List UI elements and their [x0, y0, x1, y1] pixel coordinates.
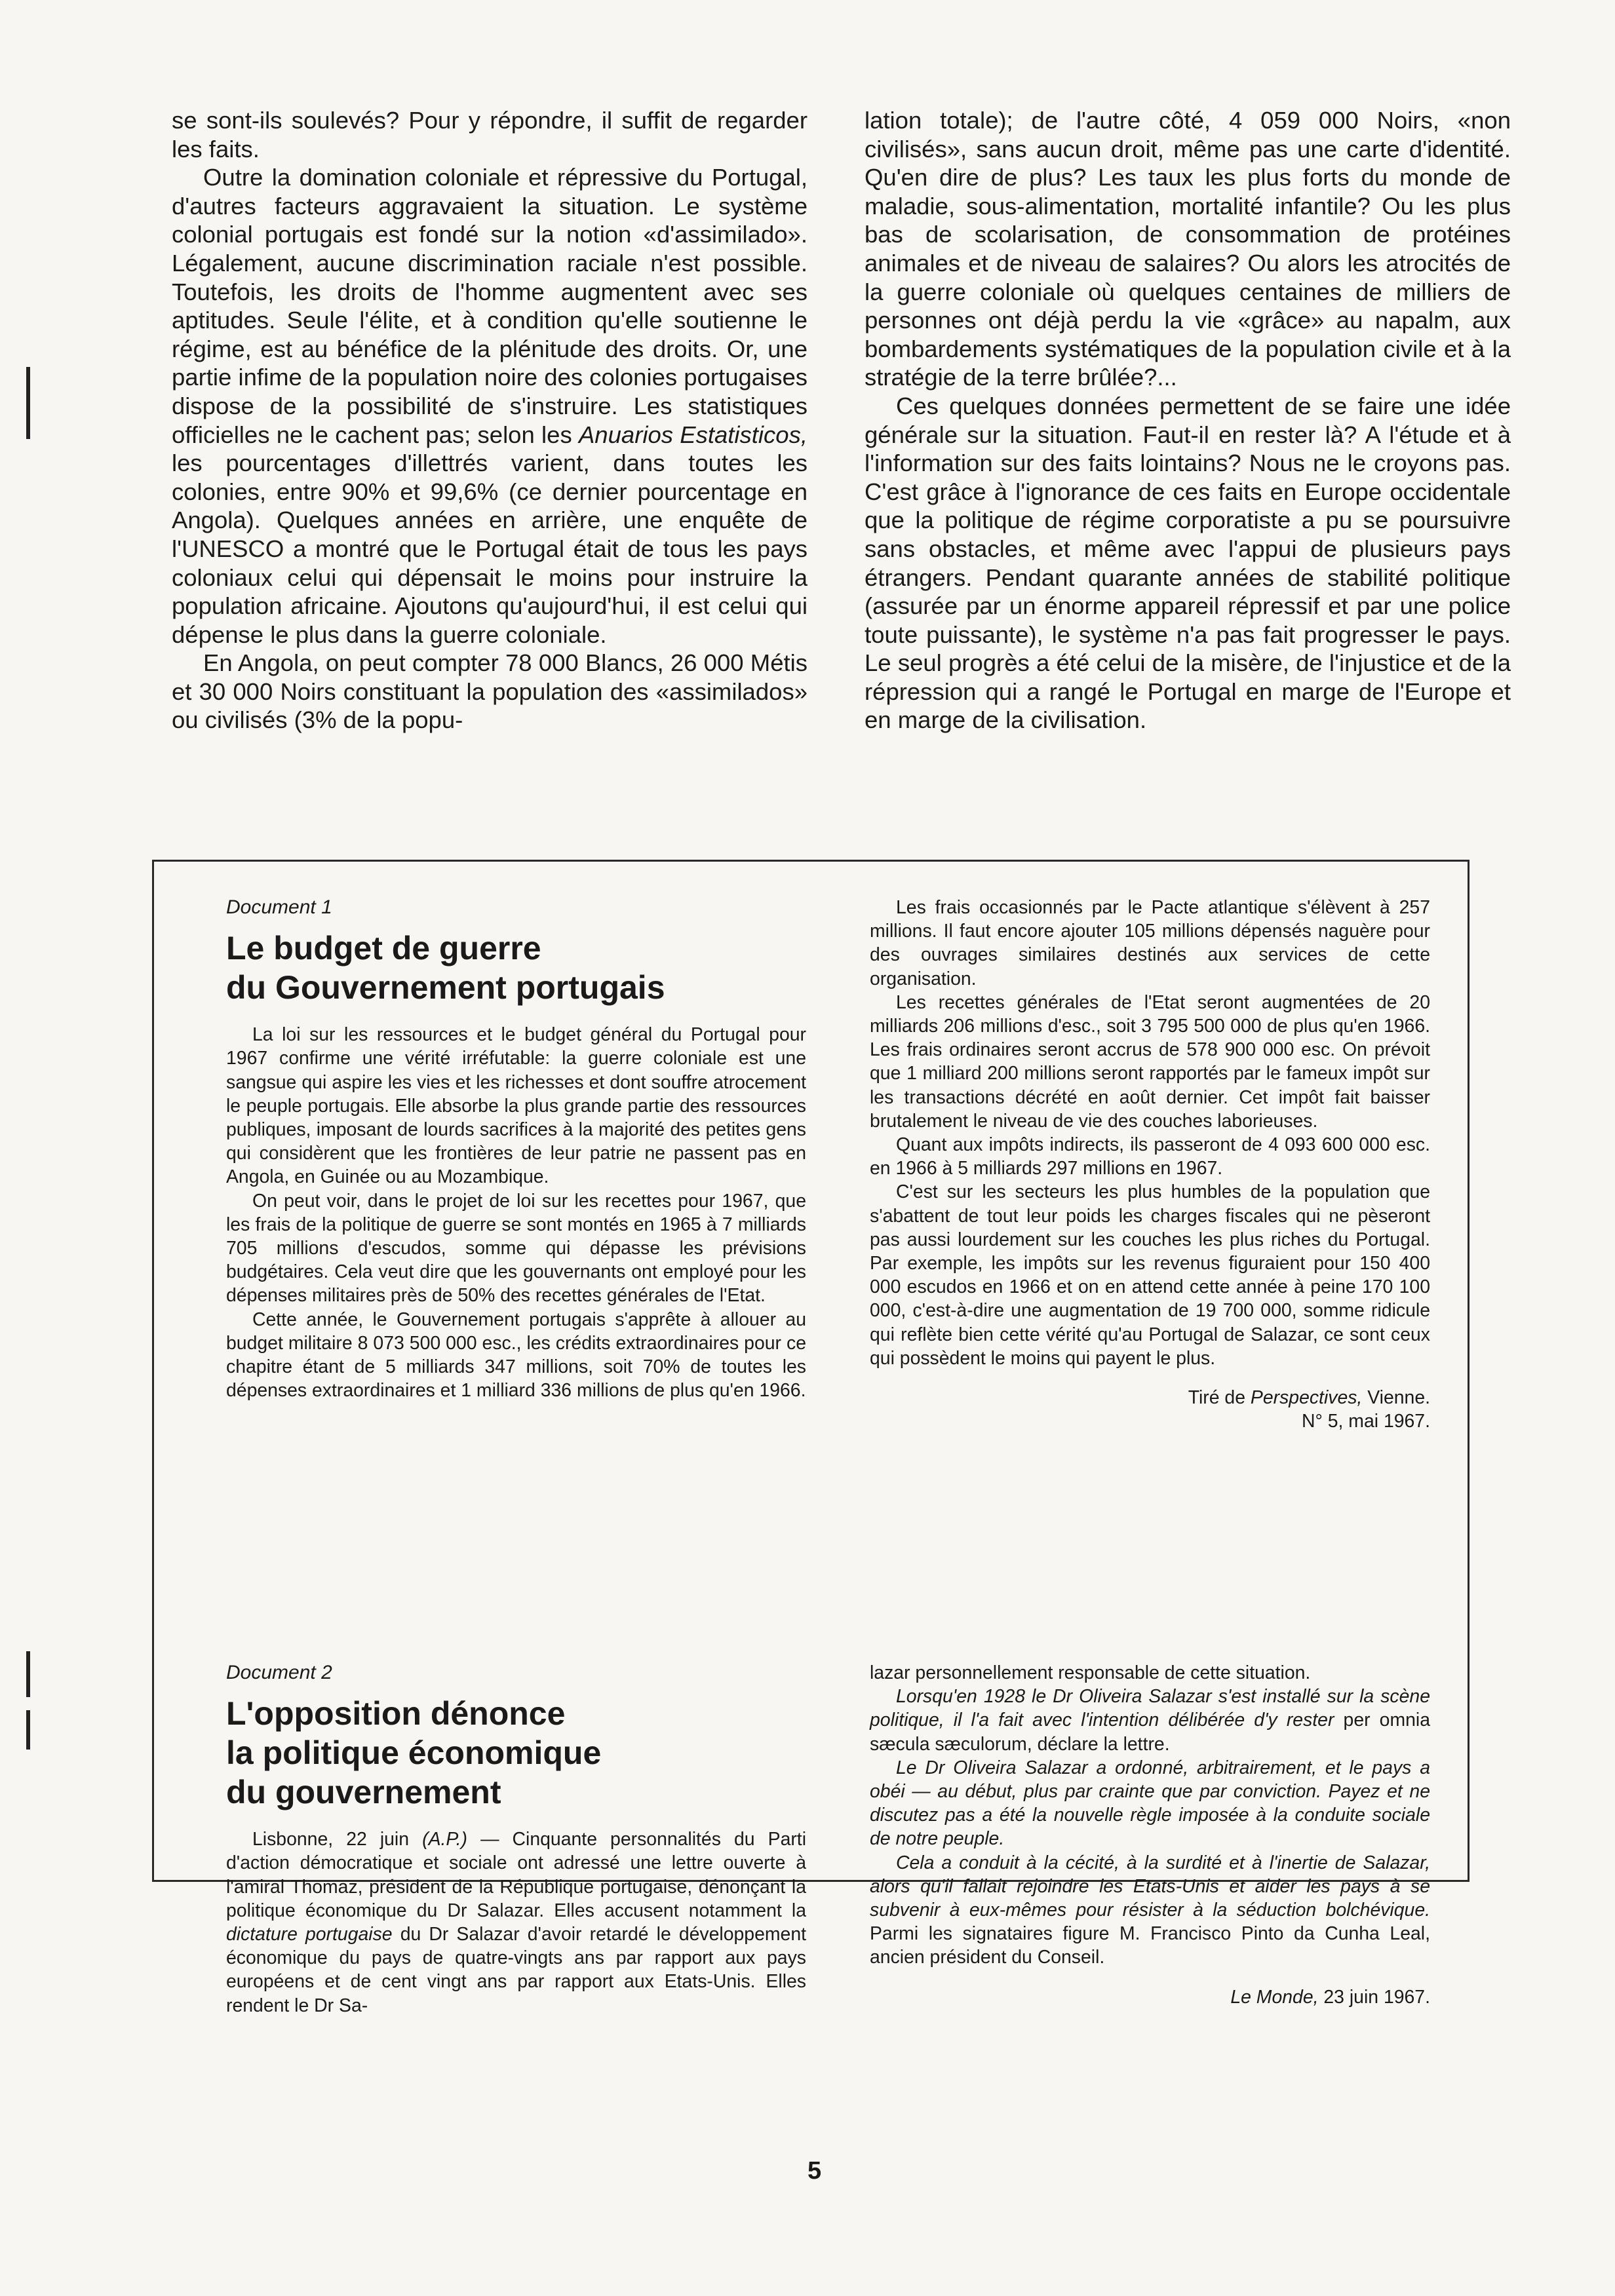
italic-run: Cela a conduit à la cécité, à la surdité et à l'inertie de Salazar, alors qu'il fallait rejoindre les Etats-Unis et aider les pays à se subvenir à eux-mêmes pour résister à la séduction bolchévique.: [870, 1852, 1430, 1921]
article-paragraph: se sont-ils soulevés? Pour y répondre, il suffit de regarder les faits.: [172, 107, 808, 163]
document-paragraph: lazar personnellement responsable de cette situation.: [870, 1662, 1311, 1683]
document-label: Document 2: [226, 1662, 332, 1683]
scan-mark: [26, 367, 30, 439]
document2-left-column: [226, 1661, 806, 2018]
article-right-column: [865, 106, 1511, 735]
italic-run: dictature portugaise: [226, 1924, 393, 1945]
document1-left-column: [226, 896, 806, 1402]
document-paragraph: Les frais occasionnés par le Pacte atlantique s'élèvent à 257 millions. Il faut encore ajouter 105 millions dépensés naguère pour des ouvrages similaires destinés aux services de cette organisation.: [870, 897, 1430, 989]
document-paragraph: Le Dr Oliveira Salazar a ordonné, arbitrairement, et le pays a obéi — au début, plus par crainte que par conviction. Payez et ne discutez pas a été la nouvelle règle imposée à la conduite sociale de notre peuple.: [870, 1757, 1430, 1850]
title-line: la politique économique: [226, 1734, 602, 1772]
document-paragraph: [870, 1685, 1430, 1756]
article-paragraph: Ces quelques données permettent de se faire une idée générale sur la situation. Faut-il en rester là? A l'étude et à l'information sur des faits lointains? Nous ne le croyons pas. C'est grâce à l'ignorance de ces faits en Europe occidentale que la politique de régime corporatiste a pu se poursuivre sans obstacles, et même avec l'appui de plusieurs pays étrangers. Pendant quarante années de stabilité politique (assurée par un énorme appareil répressif et par une police toute puissante), le système n'a pas fait progresser le pays. Le seul progrès a été celui de la misère, de l'injustice et de la répression qui a rangé le Portugal en marge de l'Europe et en marge de la civilisation.: [865, 392, 1511, 734]
document-paragraph: [226, 1827, 806, 2018]
document-paragraph: On peut voir, dans le projet de loi sur les recettes pour 1967, que les frais de la politique de guerre se sont montés en 1965 à 7 milliards 705 millions d'escudos, somme qui dépasse les prévisions budgétaires. Cela veut dire que les gouvernants ont employé pour les dépenses militaires près de 50% des recettes générales de l'Etat.: [226, 1190, 806, 1307]
scan-mark: [26, 1651, 30, 1697]
text-run: du Dr Salazar d'avoir retardé le développement économique du pays de quatre-vingts ans par rapport aux pays européens et de cent vingt ans par rapport aux Etats-Unis. Elles rendent le Dr Sa-: [226, 1924, 806, 2016]
document-source: [870, 1985, 1430, 2009]
text-run: — Cinquante personnalités du Parti d'action démocratique et sociale ont adressé une lettre ouverte à l'amiral Thomaz, président de la République portugaise, dénonçant la politique économique du Dr Salazar. Elles accusent notamment la: [226, 1829, 807, 1921]
document-paragraph: Quant aux impôts indirects, ils passeront de 4 093 600 000 esc. en 1966 à 5 milliards 297 millions en 1967.: [870, 1134, 1430, 1179]
italic-title: Perspectives,: [1250, 1387, 1363, 1409]
text-run: les pourcentages d'illettrés varient, dans toutes les colonies, entre 90% et 99,6% (ce dernier pourcentage en Angola). Quelques années en arrière, une enquête de l'UNESCO a montré que le Portugal était de tous les pays coloniaux celui qui dépensait le moins pour instruire la population africaine. Ajoutons qu'aujourd'hui, il est celui qui dépense le plus dans la guerre coloniale.: [172, 450, 808, 648]
page-number: 5: [808, 2157, 822, 2185]
text-run: Tiré de: [1188, 1387, 1246, 1409]
article-paragraph: lation totale); de l'autre côté, 4 059 000 Noirs, «non civilisés», sans aucun droit, même pas une carte d'identité. Qu'en dire de plus? Les taux les plus forts du monde de maladie, sous-alimentation, mortalité infantile? Ou les plus bas de scolarisation, de consommation de protéines animales et de niveau de salaires? Ou alors les atrocités de la guerre coloniale où quelques centaines de milliers de personnes ont déjà perdu la vie «grâce» au napalm, aux bombardements systématiques de la population civile et à la stratégie de la terre brûlée?...: [865, 107, 1511, 391]
document-paragraph: La loi sur les ressources et le budget général du Portugal pour 1967 confirme une vérité irréfutable: la guerre coloniale est une sangsue qui aspire les vies et les richesses et dont souffre atrocement le peuple portugais. Elle absorbe la plus grande partie des ressources publiques, imposant de lourds sacrifices à la majorité des petites gens qui considèrent que les frontières de leur patrie ne passent pas en Angola, en Guinée ou au Mozambique.: [226, 1024, 806, 1188]
text-run: Lisbonne, 22 juin: [252, 1829, 410, 1850]
document-title: [226, 928, 806, 1007]
document-paragraph: Les recettes générales de l'Etat seront augmentées de 20 milliards 206 millions d'esc., soit 3 795 500 000 de plus qu'en 1966. Les frais ordinaires seront accrus de 578 900 000 esc. On prévoit que 1 milliard 200 millions seront rapportés par le fameux impôt sur les transactions décrété en août dernier. Cet impôt fait baisser brutalement le niveau de vie des couches laborieuses.: [870, 991, 1430, 1132]
text-run: 23 juin 1967.: [1323, 1986, 1430, 2008]
document2-right-column: [870, 1661, 1430, 2009]
title-line: L'opposition dénonce: [226, 1695, 566, 1732]
title-line: Le budget de guerre: [226, 930, 541, 967]
italic-run: Lorsqu'en 1928 le Dr Oliveira Salazar s'est installé sur la scène politique, il l'a fait avec l'intention délibérée d'y rester: [870, 1686, 1430, 1731]
document-source: [870, 1386, 1430, 1409]
document-title: [226, 1694, 806, 1812]
italic-title: Anuarios Estatisticos,: [578, 421, 808, 448]
document-label: Document 1: [226, 896, 332, 918]
italic-run: (A.P.): [422, 1829, 468, 1850]
title-line: du Gouvernement portugais: [226, 969, 665, 1006]
article-left-column: [172, 106, 808, 735]
document-paragraph: Cette année, le Gouvernement portugais s'apprête à allouer au budget militaire 8 073 500 000 esc., les crédits extraordinaires pour ce chapitre étant de 5 milliards 347 millions, soit 70% de toutes les dépenses extraordinaires et 1 milliard 336 millions de plus qu'en 1966.: [226, 1309, 806, 1402]
document1-right-column: [870, 896, 1430, 1433]
scan-mark: [26, 1710, 30, 1750]
text-run: Parmi les signataires figure M. Francisco Pinto da Cunha Leal, ancien président du Conseil.: [870, 1923, 1430, 1968]
text-run: Outre la domination coloniale et répressive du Portugal, d'autres facteurs aggravaient la situation. Le système colonial portugais est fondé sur la notion «d'assimilado». Légalement, aucune discrimination raciale n'est possible. Toutefois, les droits de l'homme augmentent avec ses aptitudes. Seule l'élite, et à condition qu'elle soutienne le régime, est au bénéfice de la plénitude des droits. Or, une partie infime de la population noire des colonies portugaises dispose de la possibilité de s'instruire. Les statistiques officielles ne le cachent pas; selon les: [172, 164, 808, 448]
italic-title: Le Monde,: [1230, 1986, 1319, 2008]
title-line: du gouvernement: [226, 1774, 501, 1811]
documents-box: [152, 860, 1469, 2016]
text-run: per omnia sæcula sæculorum, déclare la lettre.: [870, 1710, 1431, 1755]
document-paragraph: [870, 1851, 1430, 1970]
document-paragraph: C'est sur les secteurs les plus humbles de la population que s'abattent de tout leur poids les charges fiscales qui ne pèseront pas aussi lourdement sur les couches les plus riches du Portugal. Par exemple, les impôts sur les revenus figuraient pour 150 400 000 escudos en 1966 et on en attend cette année à peine 170 100 000, c'est-à-dire une augmentation de 19 700 000, somme ridicule qui reflète bien cette vérité qu'au Portugal de Salazar, ce sont ceux qui possèdent le moins qui payent le plus.: [870, 1181, 1430, 1369]
text-run: Vienne.: [1367, 1387, 1430, 1409]
document-source-issue: N° 5, mai 1967.: [1302, 1411, 1430, 1432]
article-paragraph: [172, 163, 808, 649]
article-paragraph: En Angola, on peut compter 78 000 Blancs, 26 000 Métis et 30 000 Noirs constituant la population des «assimilados» ou civilisés (3% de la popu-: [172, 649, 808, 734]
